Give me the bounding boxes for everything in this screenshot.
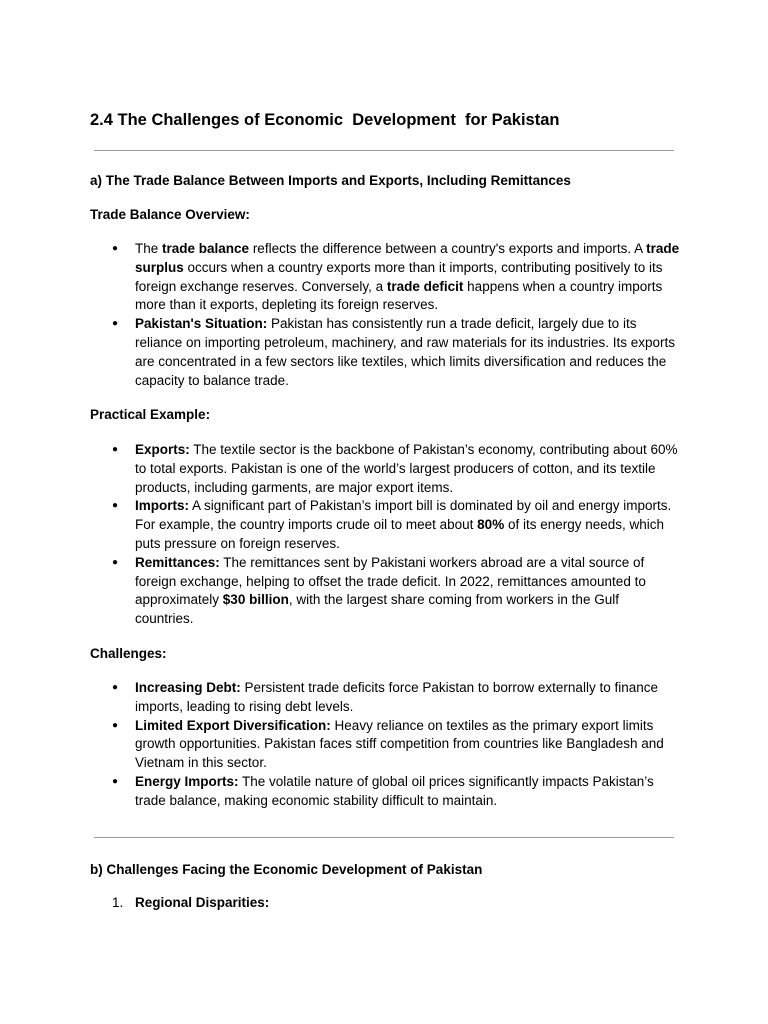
list-item: ● Energy Imports: The volatile nature of global oil prices significantly impacts Pakistan’s trade balance, making economic stability difficult to maintain. [90, 773, 680, 811]
trade-balance-overview-list [90, 240, 680, 390]
list-item: ● Remittances: The remittances sent by Pakistani workers abroad are a vital source of foreign exchange, helping to offset the trade deficit. In 2022, remittances amounted to approximately $30 billion, with the largest share coming from workers in the Gulf countries. [90, 554, 680, 629]
section-a-heading: a) The Trade Balance Between Imports and Exports, Including Remittances [90, 173, 571, 188]
page-title: 2.4 The Challenges of Economic Development for Pakistan [90, 111, 560, 129]
section-b-heading: b) Challenges Facing the Economic Development of Pakistan [90, 862, 483, 877]
section-b-list [90, 894, 680, 913]
challenges-list [90, 679, 680, 811]
horizontal-divider [94, 150, 674, 151]
list-item: ● Exports: The textile sector is the backbone of Pakistan’s economy, contributing about 60% to total exports. Pakistan is one of the world’s largest producers of cotton, and its textile products, including garments, are major export items. [90, 441, 680, 497]
list-item: ● Pakistan's Situation: Pakistan has consistently run a trade deficit, largely due to its reliance on importing petroleum, machinery, and raw materials for its industries. Its exports are concentrated in a few sectors like textiles, which limits diversification and reduces the capacity to balance trade. [90, 315, 680, 390]
list-item: ● The trade balance reflects the difference between a country's exports and imports. A trade surplus occurs when a country exports more than it imports, contributing positively to its foreign exchange reserves. Conversely, a trade deficit happens when a country imports more than it exports, depleting its foreign reserves. [90, 240, 680, 315]
list-item: ● Imports: A significant part of Pakistan’s import bill is dominated by oil and energy imports. For example, the country imports crude oil to meet about 80% of its energy needs, which puts pressure on foreign reserves. [90, 497, 680, 553]
list-item: ● Increasing Debt: Persistent trade deficits force Pakistan to borrow externally to finance imports, leading to rising debt levels. [90, 679, 680, 717]
practical-example-heading: Practical Example: [90, 407, 211, 422]
practical-example-list [90, 441, 680, 629]
list-number: 1. [112, 895, 124, 910]
challenges-heading: Challenges: [90, 646, 167, 661]
trade-balance-overview-heading: Trade Balance Overview: [90, 207, 250, 222]
horizontal-divider [94, 837, 674, 838]
list-item: ● Limited Export Diversification: Heavy reliance on textiles as the primary export limits growth opportunities. Pakistan faces stiff competition from countries like Bangladesh and Vietnam in this sector. [90, 717, 680, 773]
list-item: 1. Regional Disparities: [90, 894, 680, 913]
